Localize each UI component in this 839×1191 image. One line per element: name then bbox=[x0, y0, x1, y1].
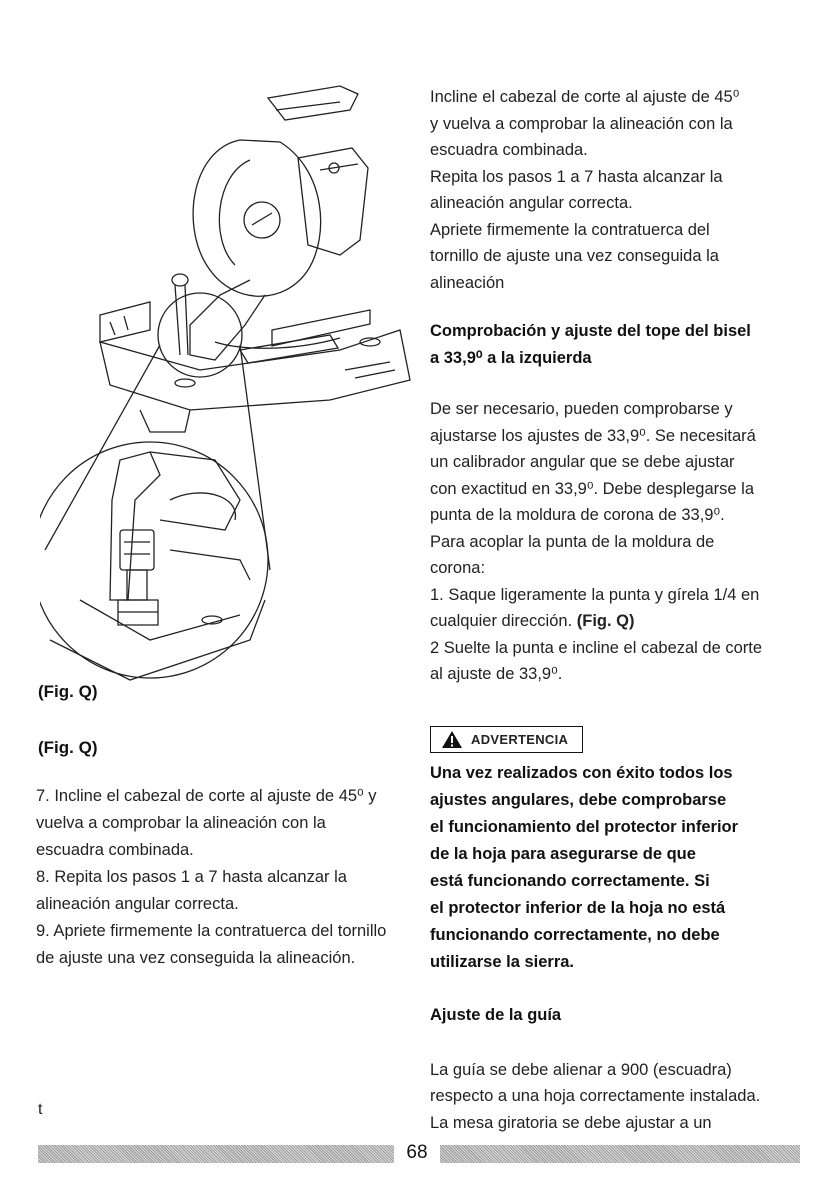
fence-line: La mesa giratoria se debe ajustar a un bbox=[430, 1113, 712, 1132]
intro-line: alineación angular correcta. bbox=[430, 194, 633, 212]
section-heading-fence: Ajuste de la guía bbox=[430, 1005, 562, 1024]
left-steps bbox=[36, 783, 396, 972]
footer-bar-right bbox=[440, 1145, 800, 1163]
intro-line: alineación bbox=[430, 273, 505, 292]
warning-line: el funcionamiento del protector inferior bbox=[430, 817, 739, 836]
intro-line: Incline el cabezal de corte al ajuste de 45⁰ bbox=[430, 88, 740, 106]
body-line: un calibrador angular que se debe ajustar bbox=[430, 453, 735, 471]
fence-line: respecto a una hoja correctamente instalada. bbox=[430, 1087, 761, 1105]
warning-line: utilizarse la sierra. bbox=[430, 952, 574, 971]
fence-line: La guía se debe alienar a 900 (escuadra) bbox=[430, 1060, 732, 1079]
step-8: 8. Repita los pasos 1 a 7 hasta alcanzar la alineación angular correcta. bbox=[36, 868, 347, 913]
warning-triangle-icon bbox=[441, 730, 463, 749]
section-heading-bevel-stop bbox=[430, 318, 802, 372]
warning-label: ADVERTENCIA bbox=[471, 731, 569, 747]
page-number: 68 bbox=[406, 1142, 428, 1163]
body-line: Para acoplar la punta de la moldura de bbox=[430, 532, 715, 551]
right-column bbox=[430, 84, 802, 1136]
warning-line: está funcionando correctamente. Si bbox=[430, 871, 710, 890]
miter-saw-illustration bbox=[40, 80, 420, 690]
stray-character: t bbox=[38, 1101, 43, 1118]
intro-line: escuadra combinada. bbox=[430, 141, 588, 159]
step-2-line: al ajuste de 33,9⁰. bbox=[430, 665, 563, 683]
warning-line: ajustes angulares, debe comprobarse bbox=[430, 790, 727, 809]
warning-badge bbox=[430, 726, 583, 753]
intro-paragraph bbox=[430, 84, 802, 296]
body-line: ajustarse los ajustes de 33,9⁰. Se necesitará bbox=[430, 426, 756, 445]
step-2-line: 2 Suelte la punta e incline el cabezal de corte bbox=[430, 638, 763, 657]
warning-line: de la hoja para asegurarse de que bbox=[430, 844, 696, 863]
body-line: corona: bbox=[430, 559, 486, 577]
warning-section bbox=[430, 726, 802, 976]
warning-text bbox=[430, 760, 802, 976]
figure-caption: (Fig. Q) bbox=[38, 682, 98, 701]
intro-line: Repita los pasos 1 a 7 hasta alcanzar la bbox=[430, 167, 723, 186]
step-7: 7. Incline el cabezal de corte al ajuste de 45⁰ y vuelva a comprobar la alineación con la escuadra combinada. bbox=[36, 787, 377, 859]
figure-reference: (Fig. Q) bbox=[38, 738, 98, 757]
body-line: con exactitud en 33,9⁰. Debe desplegarse la bbox=[430, 479, 754, 498]
step-1-text: 1. Saque ligeramente la punta y gírela 1/4 en cualquier dirección. bbox=[430, 585, 760, 630]
step-9: 9. Apriete firmemente la contratuerca del tornillo de ajuste una vez conseguida la alineación. bbox=[36, 922, 387, 967]
footer-bar-left bbox=[38, 1145, 394, 1163]
warning-line: funcionando correctamente, no debe bbox=[430, 925, 720, 944]
warning-line: Una vez realizados con éxito todos los bbox=[430, 763, 733, 782]
heading-line: Comprobación y ajuste del tope del bisel bbox=[430, 322, 751, 340]
intro-line: tornillo de ajuste una vez conseguida la bbox=[430, 247, 719, 265]
bevel-body-paragraph bbox=[430, 396, 802, 688]
body-line: punta de la moldura de corona de 33,9⁰. bbox=[430, 506, 725, 524]
body-line: De ser necesario, pueden comprobarse y bbox=[430, 400, 733, 418]
intro-line: Apriete firmemente la contratuerca del bbox=[430, 220, 710, 239]
step-1-fig-ref: (Fig. Q) bbox=[576, 612, 635, 630]
heading-line: a 33,9⁰ a la izquierda bbox=[430, 349, 592, 367]
page-footer bbox=[0, 1141, 839, 1167]
warning-line: el protector inferior de la hoja no está bbox=[430, 898, 726, 917]
intro-line: y vuelva a comprobar la alineación con la bbox=[430, 114, 733, 133]
step-1 bbox=[430, 582, 802, 635]
fence-paragraph bbox=[430, 1057, 802, 1137]
